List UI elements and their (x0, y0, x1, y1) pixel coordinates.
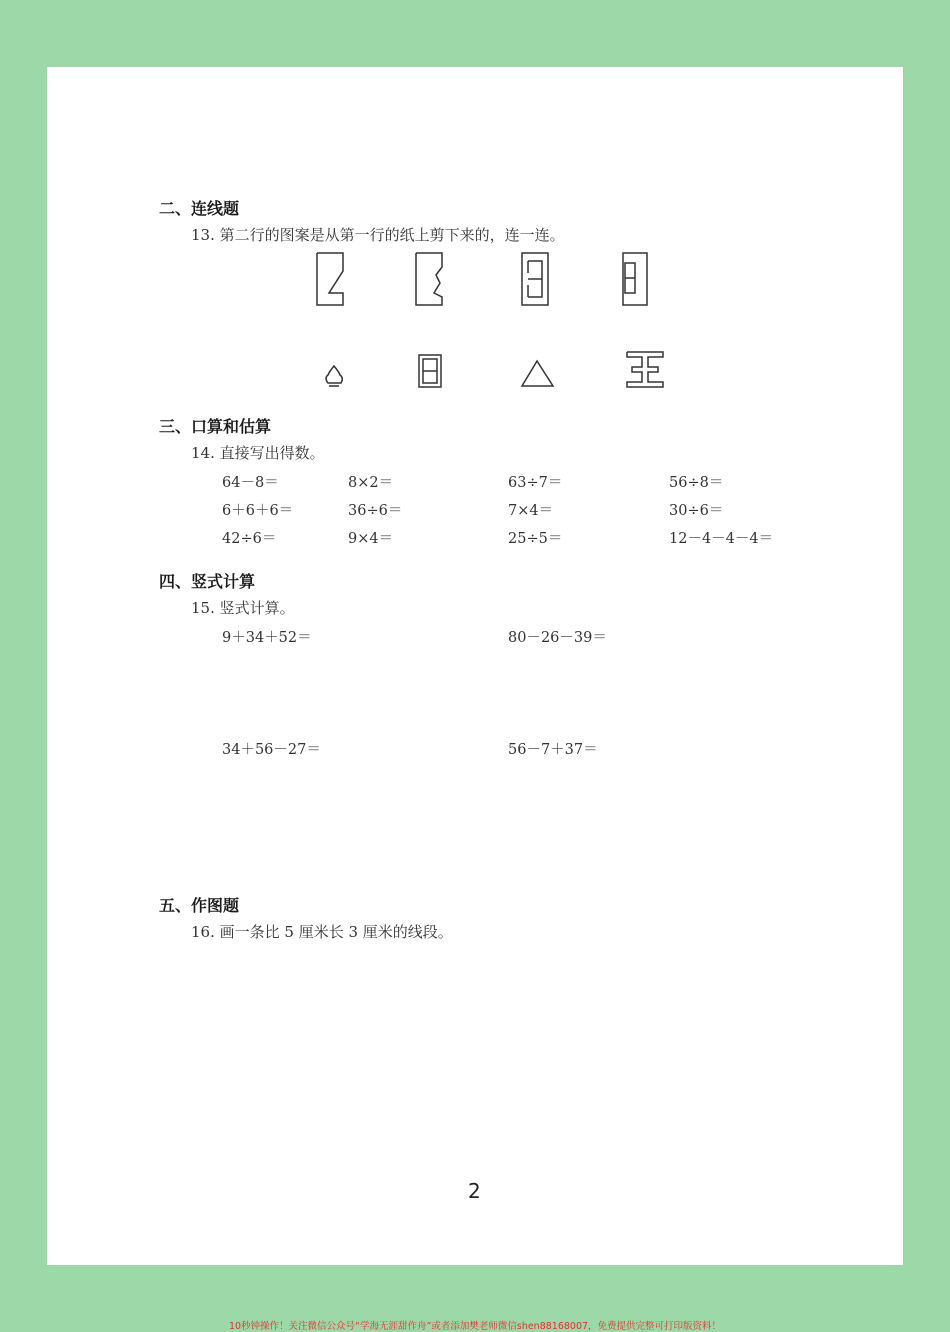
footer-promo-text: 10秒钟操作！关注微信公众号“学海无涯甜作舟”或者添加樊老师微信shen88168007，免费提供完整可打印版资料！ (228, 1321, 722, 1332)
worksheet-page (47, 67, 903, 1265)
section-mental-math-heading: 三、口算和估算 (159, 417, 272, 436)
mental-math-item: 36÷6＝ (348, 503, 403, 519)
mental-math-item: 30÷6＝ (669, 503, 724, 519)
window-shape-icon (419, 355, 445, 389)
mental-math-item: 6＋6＋6＝ (222, 503, 294, 519)
question-13: 13. 第二行的图案是从第一行的纸上剪下来的，连一连。 (191, 226, 565, 244)
vertical-calc-item: 9＋34＋52＝ (222, 630, 312, 646)
paper-e-cut-icon (522, 253, 550, 307)
question-15: 15. 竖式计算。 (191, 599, 295, 617)
mental-math-item: 63÷7＝ (508, 475, 563, 491)
mental-math-item: 12－4－4－4＝ (669, 531, 774, 547)
vertical-calc-item: 34＋56－27＝ (222, 742, 321, 758)
mental-math-item: 56÷8＝ (669, 475, 724, 491)
mental-math-item: 25÷5＝ (508, 531, 563, 547)
section-matching-heading: 二、连线题 (159, 199, 240, 218)
question-14: 14. 直接写出得数。 (191, 444, 325, 462)
paper-z-cut-icon (317, 253, 345, 307)
mental-math-item: 42÷6＝ (222, 531, 277, 547)
vertical-calc-item: 56－7＋37＝ (508, 742, 598, 758)
mental-math-item: 64－8＝ (222, 475, 279, 491)
paper-gourd-cut-icon (416, 253, 444, 307)
mental-math-item: 8×2＝ (348, 475, 394, 491)
vertical-calc-item: 80－26－39＝ (508, 630, 607, 646)
wang-shape-icon (627, 352, 665, 388)
question-16: 16. 画一条比 5 厘米长 3 厘米的线段。 (191, 923, 453, 941)
section-vertical-calc-heading: 四、竖式计算 (159, 572, 256, 591)
section-drawing-heading: 五、作图题 (159, 896, 240, 915)
gourd-shape-icon (323, 364, 347, 388)
mental-math-item: 7×4＝ (508, 503, 554, 519)
paper-small-window-cut-icon (623, 253, 651, 307)
page-number: 2 (468, 1179, 481, 1203)
mental-math-item: 9×4＝ (348, 531, 394, 547)
triangle-shape-icon (521, 360, 555, 388)
